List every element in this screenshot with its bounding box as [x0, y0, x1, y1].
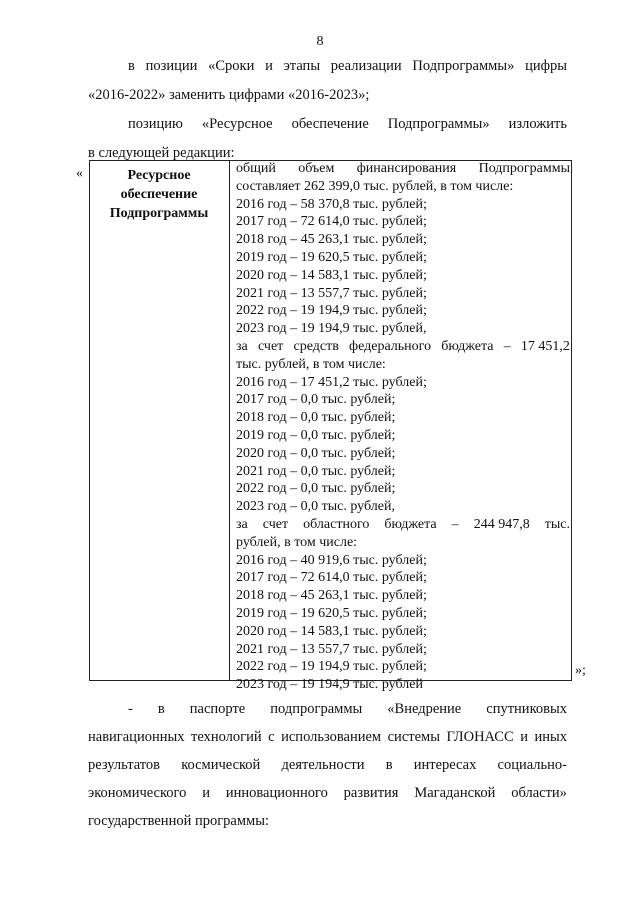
- year-row: 2017 год – 72 614,0 тыс. рублей;: [236, 570, 427, 586]
- year-row: 2019 год – 19 620,5 тыс. рублей;: [236, 249, 427, 265]
- outro-paragraph: [88, 699, 567, 831]
- year-row: 2021 год – 13 557,7 тыс. рублей;: [236, 285, 427, 301]
- opening-quote: «: [76, 166, 83, 181]
- table-left-cell: [92, 166, 226, 223]
- table-divider: [229, 160, 230, 681]
- closing-quote: »;: [575, 663, 586, 678]
- intro-line-1: в позиции «Сроки и этапы реализации Подпрограммы» цифры: [128, 58, 567, 74]
- regional-line-2: рублей, в том числе:: [236, 534, 358, 550]
- intro-line-3: позицию «Ресурсное обеспечение Подпрограммы» изложить: [128, 116, 567, 132]
- intro-line-4: в следующей редакции:: [88, 145, 235, 161]
- regional-line-1: за счет областного бюджета – 244 947,8 тыс.: [236, 516, 570, 532]
- year-row: 2023 год – 19 194,9 тыс. рублей,: [236, 321, 427, 337]
- year-row: 2022 год – 19 194,9 тыс. рублей;: [236, 303, 427, 319]
- intro-line-2: «2016-2022» заменить цифрами «2016-2023»;: [88, 87, 370, 103]
- year-row: 2023 год – 19 194,9 тыс. рублей: [236, 677, 423, 693]
- year-row: 2018 год – 45 263,1 тыс. рублей;: [236, 232, 427, 248]
- year-row: 2016 год – 58 370,8 тыс. рублей;: [236, 196, 427, 212]
- year-row: 2018 год – 45 263,1 тыс. рублей;: [236, 588, 427, 604]
- outro-line-4: экономического и инновационного развития Магаданской области»: [88, 785, 567, 801]
- total-line-2: составляет 262 399,0 тыс. рублей, в том числе:: [236, 178, 514, 194]
- outro-line-5: государственной программы:: [88, 813, 269, 829]
- year-row: 2018 год – 0,0 тыс. рублей;: [236, 410, 396, 426]
- year-row: 2020 год – 14 583,1 тыс. рублей;: [236, 267, 427, 283]
- year-row: 2022 год – 0,0 тыс. рублей;: [236, 481, 396, 497]
- year-row: 2019 год – 19 620,5 тыс. рублей;: [236, 605, 427, 621]
- year-row: 2016 год – 17 451,2 тыс. рублей;: [236, 374, 427, 390]
- year-row: 2021 год – 13 557,7 тыс. рублей;: [236, 641, 427, 657]
- left-cell-line: Ресурсное: [127, 168, 191, 183]
- federal-line-1: за счет средств федерального бюджета – 17 451,2: [236, 338, 570, 354]
- outro-line-2: навигационных технологий с использованием системы ГЛОНАСС и иных: [88, 729, 567, 745]
- outro-line-1: - в паспорте подпрограммы «Внедрение спутниковых: [128, 701, 567, 717]
- year-row: 2022 год – 19 194,9 тыс. рублей;: [236, 659, 427, 675]
- year-row: 2023 год – 0,0 тыс. рублей,: [236, 499, 395, 515]
- year-row: 2020 год – 0,0 тыс. рублей;: [236, 445, 396, 461]
- page-number: 8: [316, 34, 324, 49]
- year-row: 2016 год – 40 919,6 тыс. рублей;: [236, 552, 427, 568]
- year-row: 2017 год – 0,0 тыс. рублей;: [236, 392, 396, 408]
- outro-line-3: результатов космической деятельности в интересах социально-: [88, 757, 567, 773]
- year-row: 2017 год – 72 614,0 тыс. рублей;: [236, 214, 427, 230]
- table-right-cell: [236, 160, 570, 694]
- year-row: 2019 год – 0,0 тыс. рублей;: [236, 427, 396, 443]
- year-row: 2021 год – 0,0 тыс. рублей;: [236, 463, 396, 479]
- year-row: 2020 год – 14 583,1 тыс. рублей;: [236, 623, 427, 639]
- left-cell-line: Подпрограммы: [109, 206, 209, 221]
- intro-paragraph: [88, 56, 567, 163]
- total-line-1: общий объем финансирования Подпрограммы: [236, 161, 570, 176]
- federal-line-2: тыс. рублей, в том числе:: [236, 356, 386, 372]
- left-cell-line: обеспечение: [120, 187, 198, 202]
